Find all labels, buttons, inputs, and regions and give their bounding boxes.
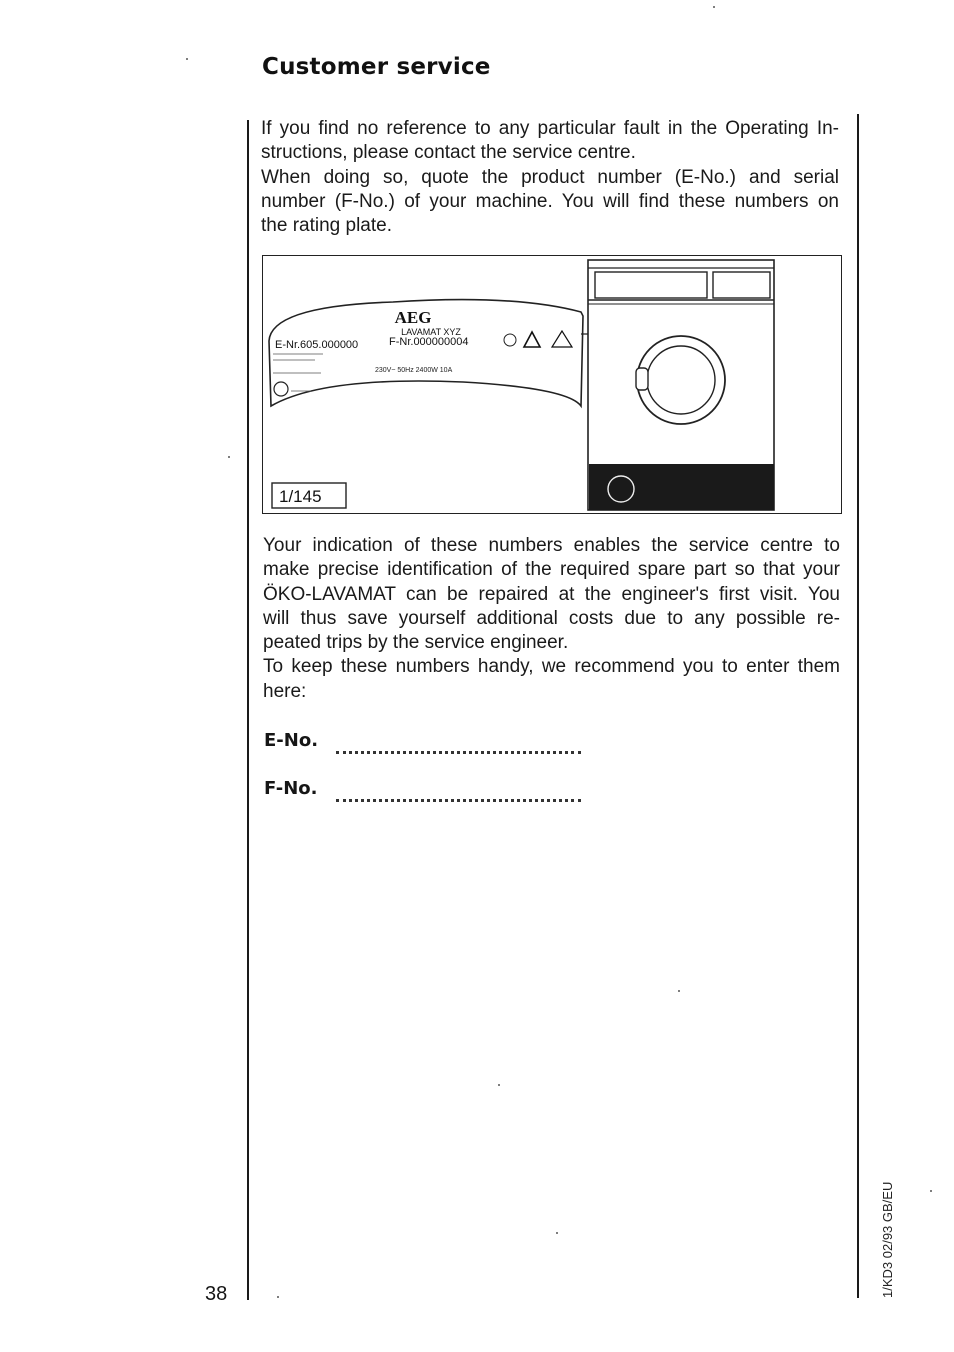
scan-speck — [713, 6, 715, 8]
page-title: Customer service — [262, 54, 491, 80]
left-margin-rule — [247, 120, 249, 1300]
body-line: will thus save yourself additional costs due to any possible re- — [263, 607, 840, 629]
label-ratings: 230V~ 50Hz 2400W 10A — [375, 367, 453, 374]
label-f-nr: F-Nr.000000004 — [389, 336, 469, 348]
scan-speck — [228, 456, 230, 458]
footer-code: 1/KD3 02/93 GB/EU — [880, 1181, 895, 1298]
e-no-label: E-No. — [264, 730, 319, 751]
intro-line: If you find no reference to any particular fault in the Operating In- — [261, 118, 839, 139]
e-no-field[interactable] — [264, 730, 318, 752]
label-model: LAVAMAT XYZ — [401, 327, 461, 337]
intro-paragraph — [261, 117, 839, 238]
intro-line: structions, please contact the service centre. — [261, 142, 636, 164]
intro-line: the rating plate. — [261, 215, 392, 237]
f-no-blank[interactable] — [336, 783, 581, 802]
scan-speck — [498, 1084, 500, 1086]
page-number: 38 — [205, 1283, 228, 1305]
body-line: here: — [263, 680, 307, 702]
right-margin-rule — [857, 114, 859, 1298]
f-no-field[interactable] — [264, 778, 317, 800]
scan-speck — [277, 1296, 279, 1298]
body-paragraph — [263, 534, 840, 704]
scan-speck — [678, 990, 680, 992]
body-line: make precise identification of the required spare part so that your — [263, 559, 840, 581]
figure-reference: 1/145 — [279, 487, 322, 506]
scan-speck — [556, 1232, 558, 1234]
intro-line: number (F-No.) of your machine. You will find these numbers on — [261, 190, 839, 212]
e-no-blank[interactable] — [336, 735, 581, 754]
rating-plate-illustration — [263, 256, 840, 512]
label-e-nr: E-Nr.605.000000 — [275, 339, 359, 351]
scan-speck — [186, 58, 188, 60]
body-line: To keep these numbers handy, we recommend you to enter them — [263, 656, 840, 678]
scan-speck — [930, 1190, 932, 1192]
rating-plate-figure — [262, 255, 842, 514]
body-line: peated trips by the service engineer. — [263, 632, 569, 654]
label-brand: AEG — [394, 308, 432, 327]
washing-machine-drawing — [588, 260, 774, 510]
f-no-label: F-No. — [264, 778, 318, 799]
intro-line: When doing so, quote the product number (E-No.) and serial — [261, 166, 839, 188]
body-line: ÖKO-LAVAMAT can be repaired at the engineer's first visit. You — [263, 583, 840, 605]
body-line: Your indication of these numbers enables the service centre to — [263, 535, 840, 556]
